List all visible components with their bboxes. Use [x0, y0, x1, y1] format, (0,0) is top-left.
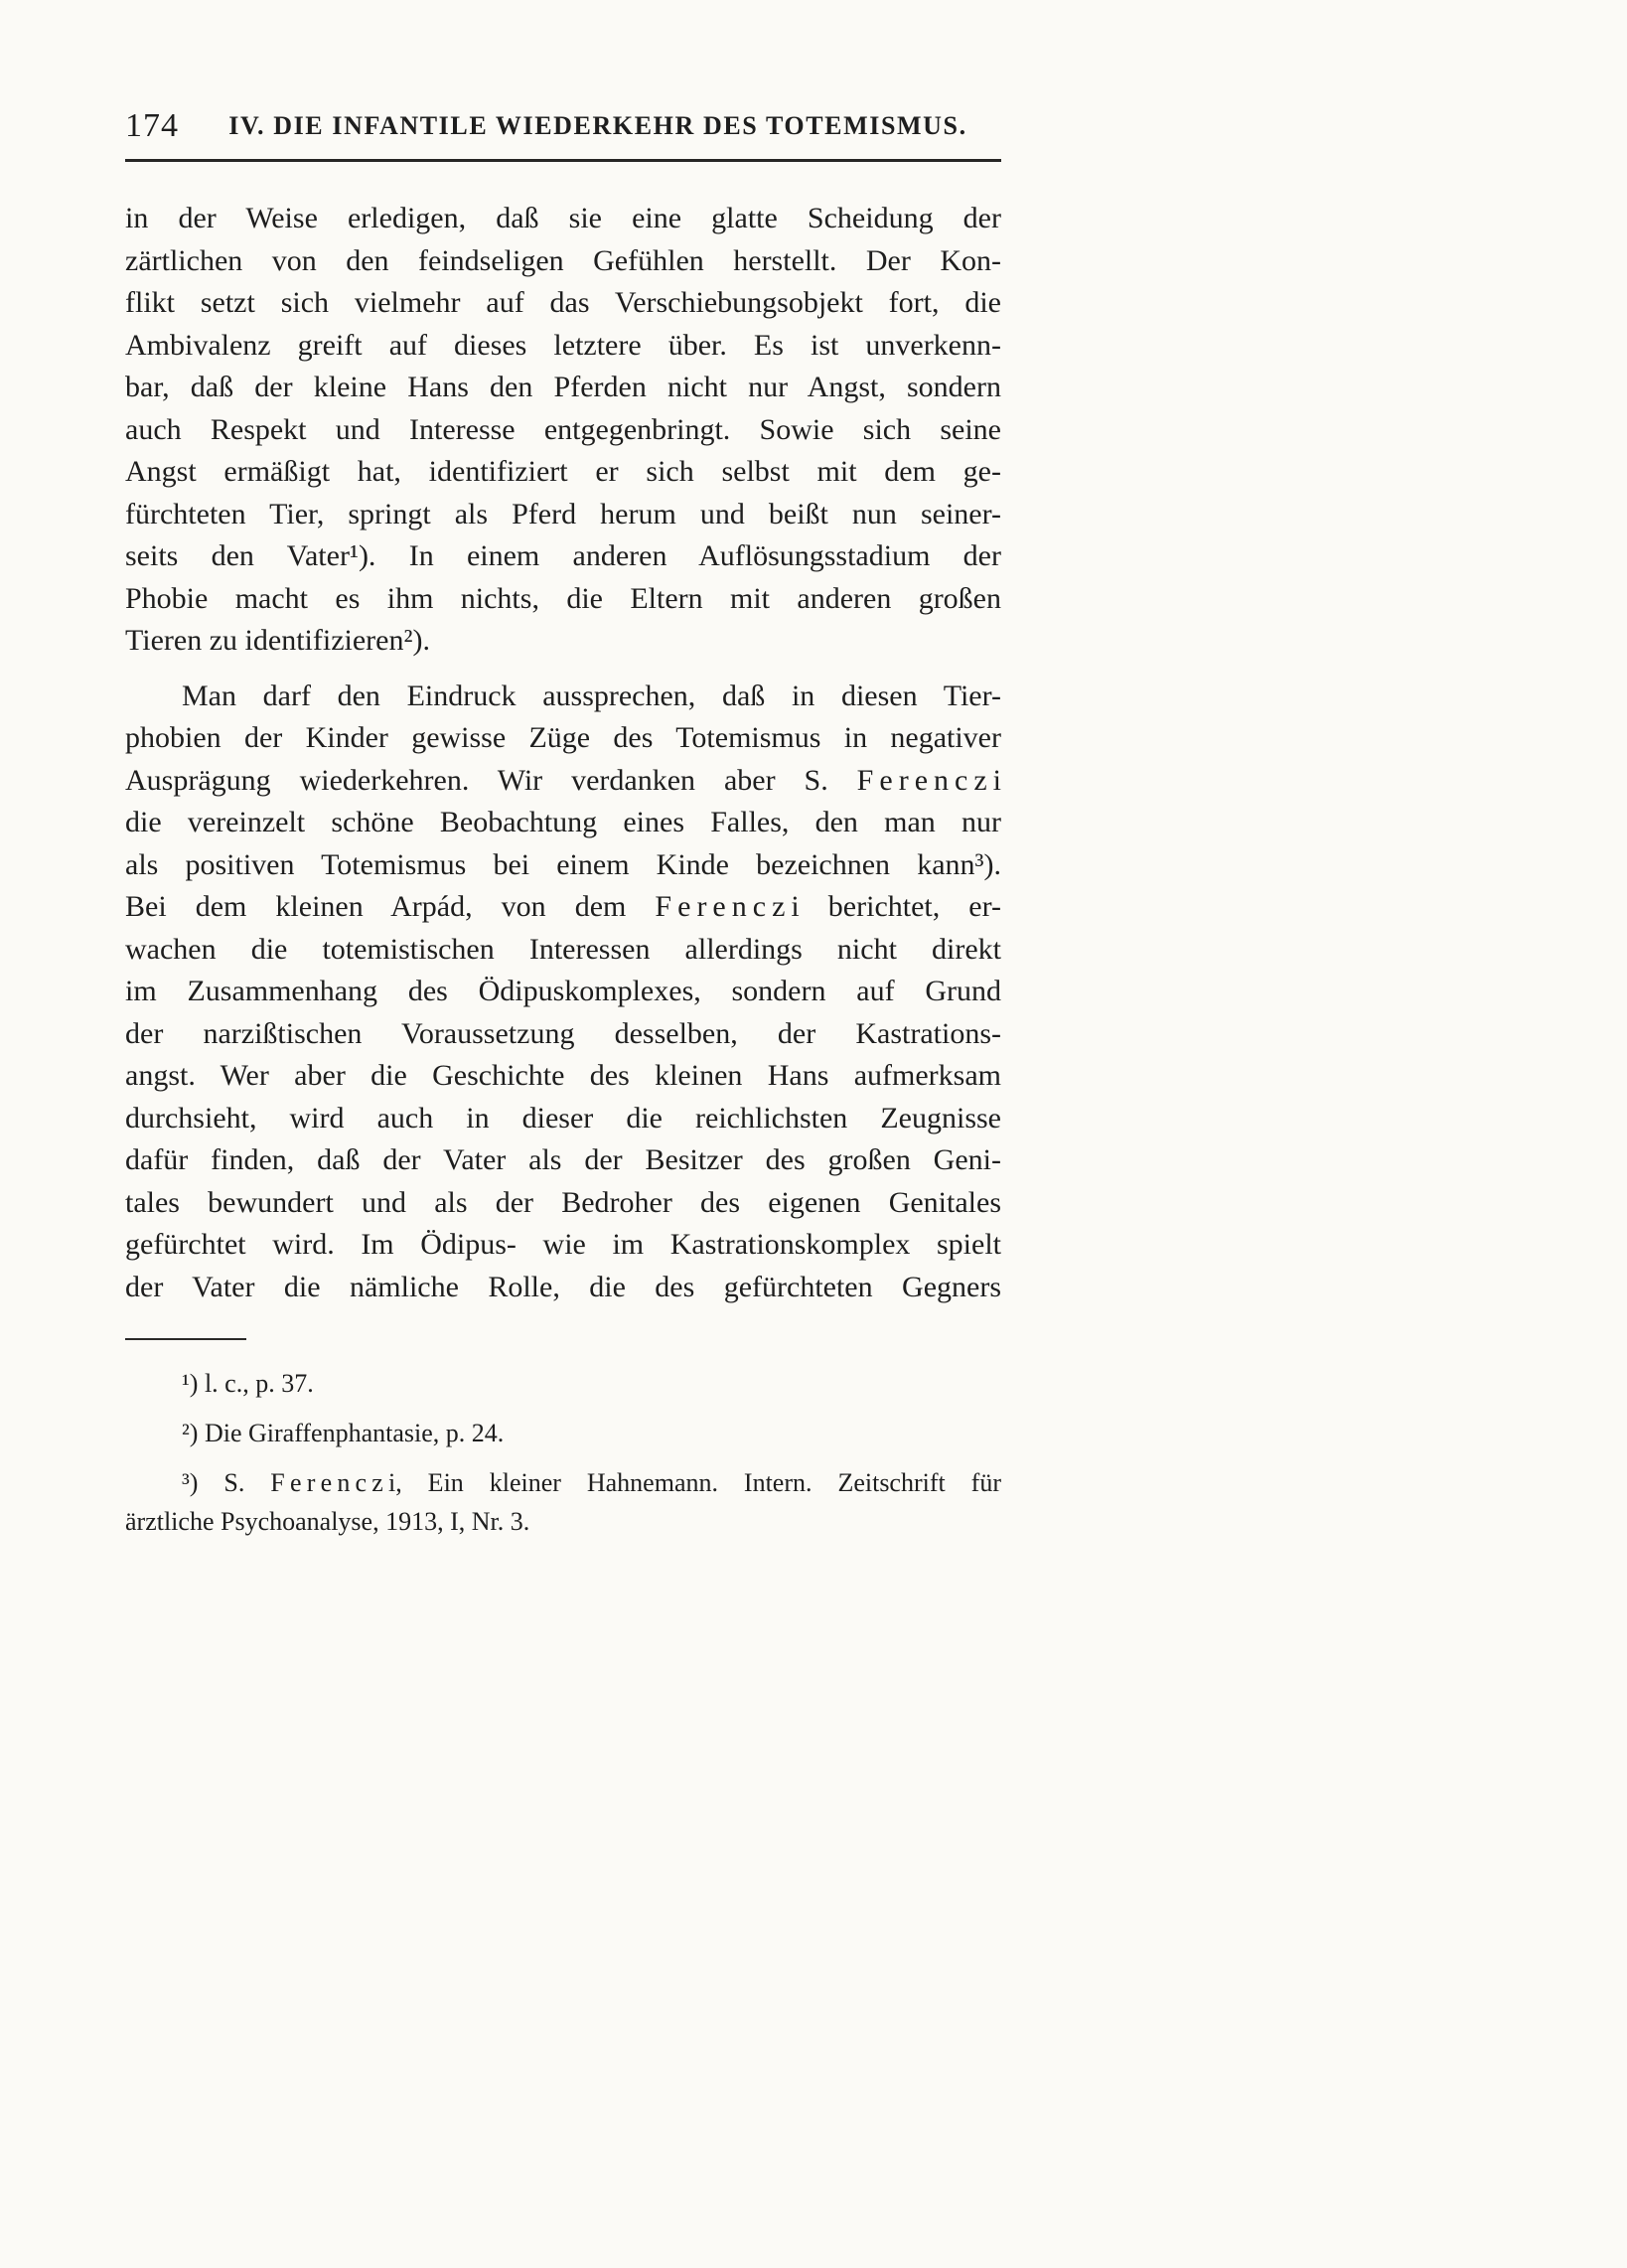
text-line: phobien der Kinder gewisse Züge des Totemismus in negativer — [125, 721, 1001, 754]
chapter-title: IV. DIE INFANTILE WIEDERKEHR DES TOTEMISMUS. — [228, 111, 967, 140]
text-line: der narzißtischen Voraussetzung desselben, der Kastrations- — [125, 1016, 1001, 1050]
text-line: dafür finden, daß der Vater als der Besitzer des großen Geni- — [125, 1143, 1001, 1176]
body-text — [125, 198, 1001, 1308]
paragraph — [125, 198, 1001, 663]
text-line: in der Weise erledigen, daß sie eine glatte Scheidung der — [125, 202, 1001, 234]
text-line: Angst ermäßigt hat, identifiziert er sich selbst mit dem ge- — [125, 455, 1001, 488]
text-line: tales bewundert und als der Bedroher des eigenen Genitales — [125, 1185, 1001, 1219]
text-line: auch Respekt und Interesse entgegenbringt. Sowie sich seine — [125, 412, 1001, 446]
text-line: Bei dem kleinen Arpád, von dem F e r e n c z i berichtet, er- — [125, 890, 1001, 923]
paragraph — [125, 676, 1001, 1309]
running-header — [125, 103, 1001, 149]
footnote-2 — [125, 1414, 1001, 1452]
text-line: der Vater die nämliche Rolle, die des gefürchteten Gegners — [125, 1270, 1001, 1303]
text-line: Phobie macht es ihm nichts, die Eltern mit anderen großen — [125, 581, 1001, 615]
text-line: gefürchtet wird. Im Ödipus- wie im Kastrationskomplex spielt — [125, 1228, 1001, 1261]
footnote-line: ärztliche Psychoanalyse, 1913, I, Nr. 3. — [125, 1507, 530, 1536]
text-line: seits den Vater¹). In einem anderen Auflösungsstadium der — [125, 539, 1001, 572]
footnote-1 — [125, 1364, 1001, 1403]
footnote-line: ³) S. F e r e n c z i, Ein kleiner Hahnemann. Intern. Zeitschrift für — [182, 1468, 1001, 1497]
text-block — [125, 103, 1001, 1541]
text-line: Tieren zu identifizieren²). — [125, 624, 430, 657]
text-line: flikt setzt sich vielmehr auf das Verschiebungsobjekt fort, die — [125, 286, 1001, 319]
text-line: zärtlichen von den feindseligen Gefühlen herstellt. Der Kon- — [125, 243, 1001, 277]
footnote-rule — [125, 1338, 246, 1340]
text-line: als positiven Totemismus bei einem Kinde bezeichnen kann³). — [125, 847, 1001, 881]
footnote-3 — [125, 1463, 1001, 1541]
footnote-line: ¹) l. c., p. 37. — [182, 1369, 314, 1398]
header-rule — [125, 159, 1001, 162]
text-line: Man darf den Eindruck aussprechen, daß in diesen Tier- — [182, 679, 1001, 712]
text-line: Ausprägung wiederkehren. Wir verdanken aber S. F e r e n c z i — [125, 763, 1001, 797]
text-line: wachen die totemistischen Interessen allerdings nicht direkt — [125, 932, 1001, 966]
text-line: angst. Wer aber die Geschichte des kleinen Hans aufmerksam — [125, 1059, 1001, 1092]
page-number: 174 — [125, 107, 179, 144]
text-line: fürchteten Tier, springt als Pferd herum und beißt nun seiner- — [125, 497, 1001, 530]
text-line: durchsieht, wird auch in dieser die reichlichsten Zeugnisse — [125, 1101, 1001, 1134]
text-line: bar, daß der kleine Hans den Pferden nicht nur Angst, sondern — [125, 371, 1001, 403]
text-line: im Zusammenhang des Ödipuskomplexes, sondern auf Grund — [125, 975, 1001, 1007]
text-line: Ambivalenz greift auf dieses letztere über. Es ist unverkenn- — [125, 328, 1001, 362]
footnotes-section — [125, 1338, 1001, 1541]
text-line: die vereinzelt schöne Beobachtung eines Falles, den man nur — [125, 806, 1001, 838]
footnote-line: ²) Die Giraffenphantasie, p. 24. — [182, 1419, 505, 1447]
